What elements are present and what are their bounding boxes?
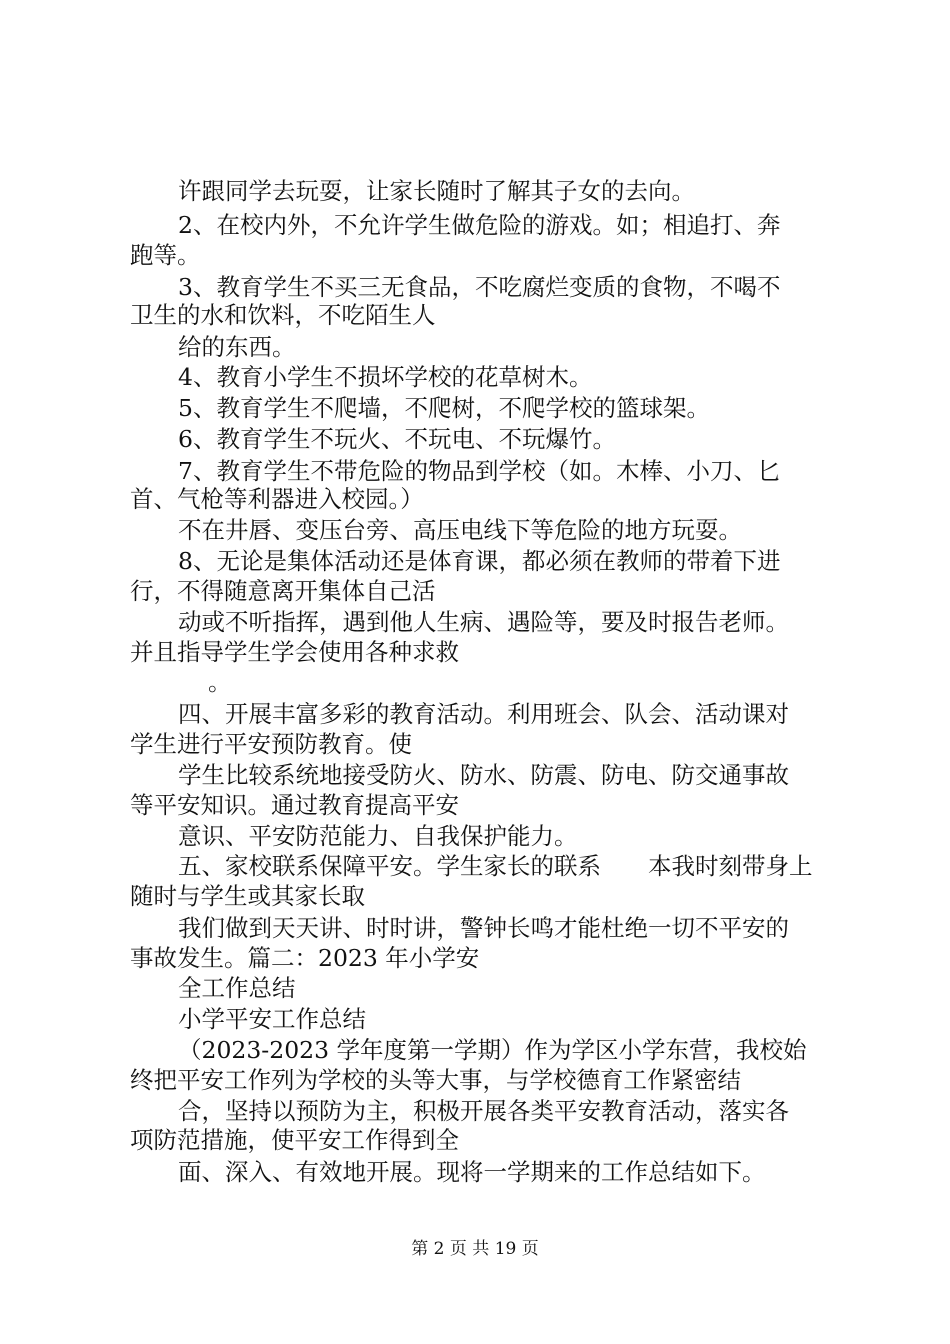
text-line: 。 [208,668,232,696]
text-line: 4、教育小学生不损坏学校的花草树木。 [178,363,593,391]
text-line: 8、无论是集体活动还是体育课，都必须在教师的带着下进 [178,547,781,575]
text-line: 许跟同学去玩耍，让家长随时了解其子女的去向。 [178,177,695,205]
text-line: （2023-2023 学年度第一学期）作为学区小学东营，我校始 [178,1036,807,1064]
text-line: 事故发生。篇二：2023 年小学安 [130,944,480,972]
text-line: 5、教育学生不爬墙，不爬树，不爬学校的篮球架。 [178,394,710,422]
text-line: 随时与学生或其家长取 [130,882,365,910]
text-line: 2、在校内外，不允许学生做危险的游戏。如；相追打、奔 [178,211,781,239]
text-line: 行，不得随意离开集体自己活 [130,577,436,605]
text-line: 意识、平安防范能力、自我保护能力。 [178,822,578,850]
text-line: 不在井唇、变压台旁、高压电线下等危险的地方玩耍。 [178,516,742,544]
text-line: 项防范措施，使平安工作得到全 [130,1126,459,1154]
text-line: 给的东西。 [178,333,296,361]
text-line: 学生比较系统地接受防火、防水、防震、防电、防交通事故 [178,761,789,789]
text-line: 四、开展丰富多彩的教育活动。利用班会、队会、活动课对 [178,700,789,728]
text-line: 跑等。 [130,241,201,269]
text-line: 全工作总结 [178,974,296,1002]
text-line: 小学平安工作总结 [178,1005,366,1033]
text-line: 动或不听指挥，遇到他人生病、遇险等，要及时报告老师。 [178,608,789,636]
text-line: 卫生的水和饮料，不吃陌生人 [130,301,436,329]
text-line: 等平安知识。通过教育提高平安 [130,791,459,819]
text-line: 我们做到天天讲、时时讲，警钟长鸣才能杜绝一切不平安的 [178,914,789,942]
text-line: 并且指导学生学会使用各种求救 [130,638,459,666]
text-line: 面、深入、有效地开展。现将一学期来的工作总结如下。 [178,1158,766,1186]
text-line: 学生进行平安预防教育。使 [130,730,412,758]
text-line: 五、家校联系保障平安。学生家长的联系 本我时刻带身上 [178,852,813,880]
text-line: 7、教育学生不带危险的物品到学校（如。木棒、小刀、匕 [178,457,781,485]
text-line: 终把平安工作列为学校的头等大事，与学校德育工作紧密结 [130,1066,741,1094]
text-line: 6、教育学生不玩火、不玩电、不玩爆竹。 [178,425,616,453]
text-line: 首、气枪等利器进入校园。） [130,485,424,513]
text-line: 合，坚持以预防为主，积极开展各类平安教育活动，落实各 [178,1097,789,1125]
text-line: 3、教育学生不买三无食品，不吃腐烂变质的食物，不喝不 [178,273,781,301]
page-number: 第 2 页 共 19 页 [411,1239,539,1259]
